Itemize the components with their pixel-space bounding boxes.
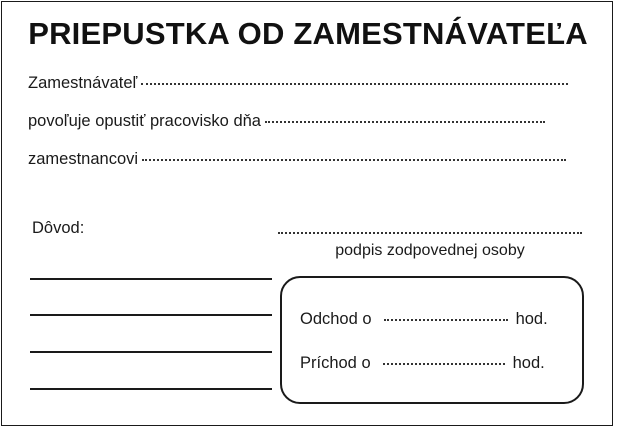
employee-row bbox=[28, 150, 566, 169]
pass-form bbox=[1, 1, 613, 426]
leave-date-label: povoľuje opustiť pracovisko dňa bbox=[28, 112, 261, 130]
employer-field[interactable] bbox=[141, 83, 568, 85]
departure-unit: hod. bbox=[515, 310, 548, 328]
signature-field[interactable] bbox=[278, 232, 582, 234]
reason-label: Dôvod: bbox=[32, 219, 85, 237]
arrival-label: Príchod o bbox=[300, 354, 371, 372]
leave-date-row bbox=[28, 112, 545, 131]
reason-line[interactable] bbox=[30, 278, 272, 280]
arrival-time-field[interactable] bbox=[383, 363, 505, 365]
employer-label: Zamestnávateľ bbox=[28, 74, 138, 92]
reason-line[interactable] bbox=[30, 388, 272, 390]
signature-caption: podpis zodpovednej osoby bbox=[335, 242, 525, 259]
arrival-unit: hod. bbox=[512, 354, 545, 372]
leave-date-field[interactable] bbox=[265, 121, 545, 123]
reason-line[interactable] bbox=[30, 314, 272, 316]
departure-label: Odchod o bbox=[300, 310, 372, 328]
employer-row bbox=[28, 74, 568, 93]
employee-field[interactable] bbox=[142, 159, 566, 161]
departure-row bbox=[300, 310, 548, 329]
reason-line[interactable] bbox=[30, 351, 272, 353]
form-title: PRIEPUSTKA OD ZAMESTNÁVATEĽA bbox=[28, 16, 588, 51]
employee-label: zamestnancovi bbox=[28, 150, 139, 168]
arrival-row bbox=[300, 354, 545, 373]
time-box bbox=[280, 276, 584, 404]
departure-time-field[interactable] bbox=[384, 319, 508, 321]
